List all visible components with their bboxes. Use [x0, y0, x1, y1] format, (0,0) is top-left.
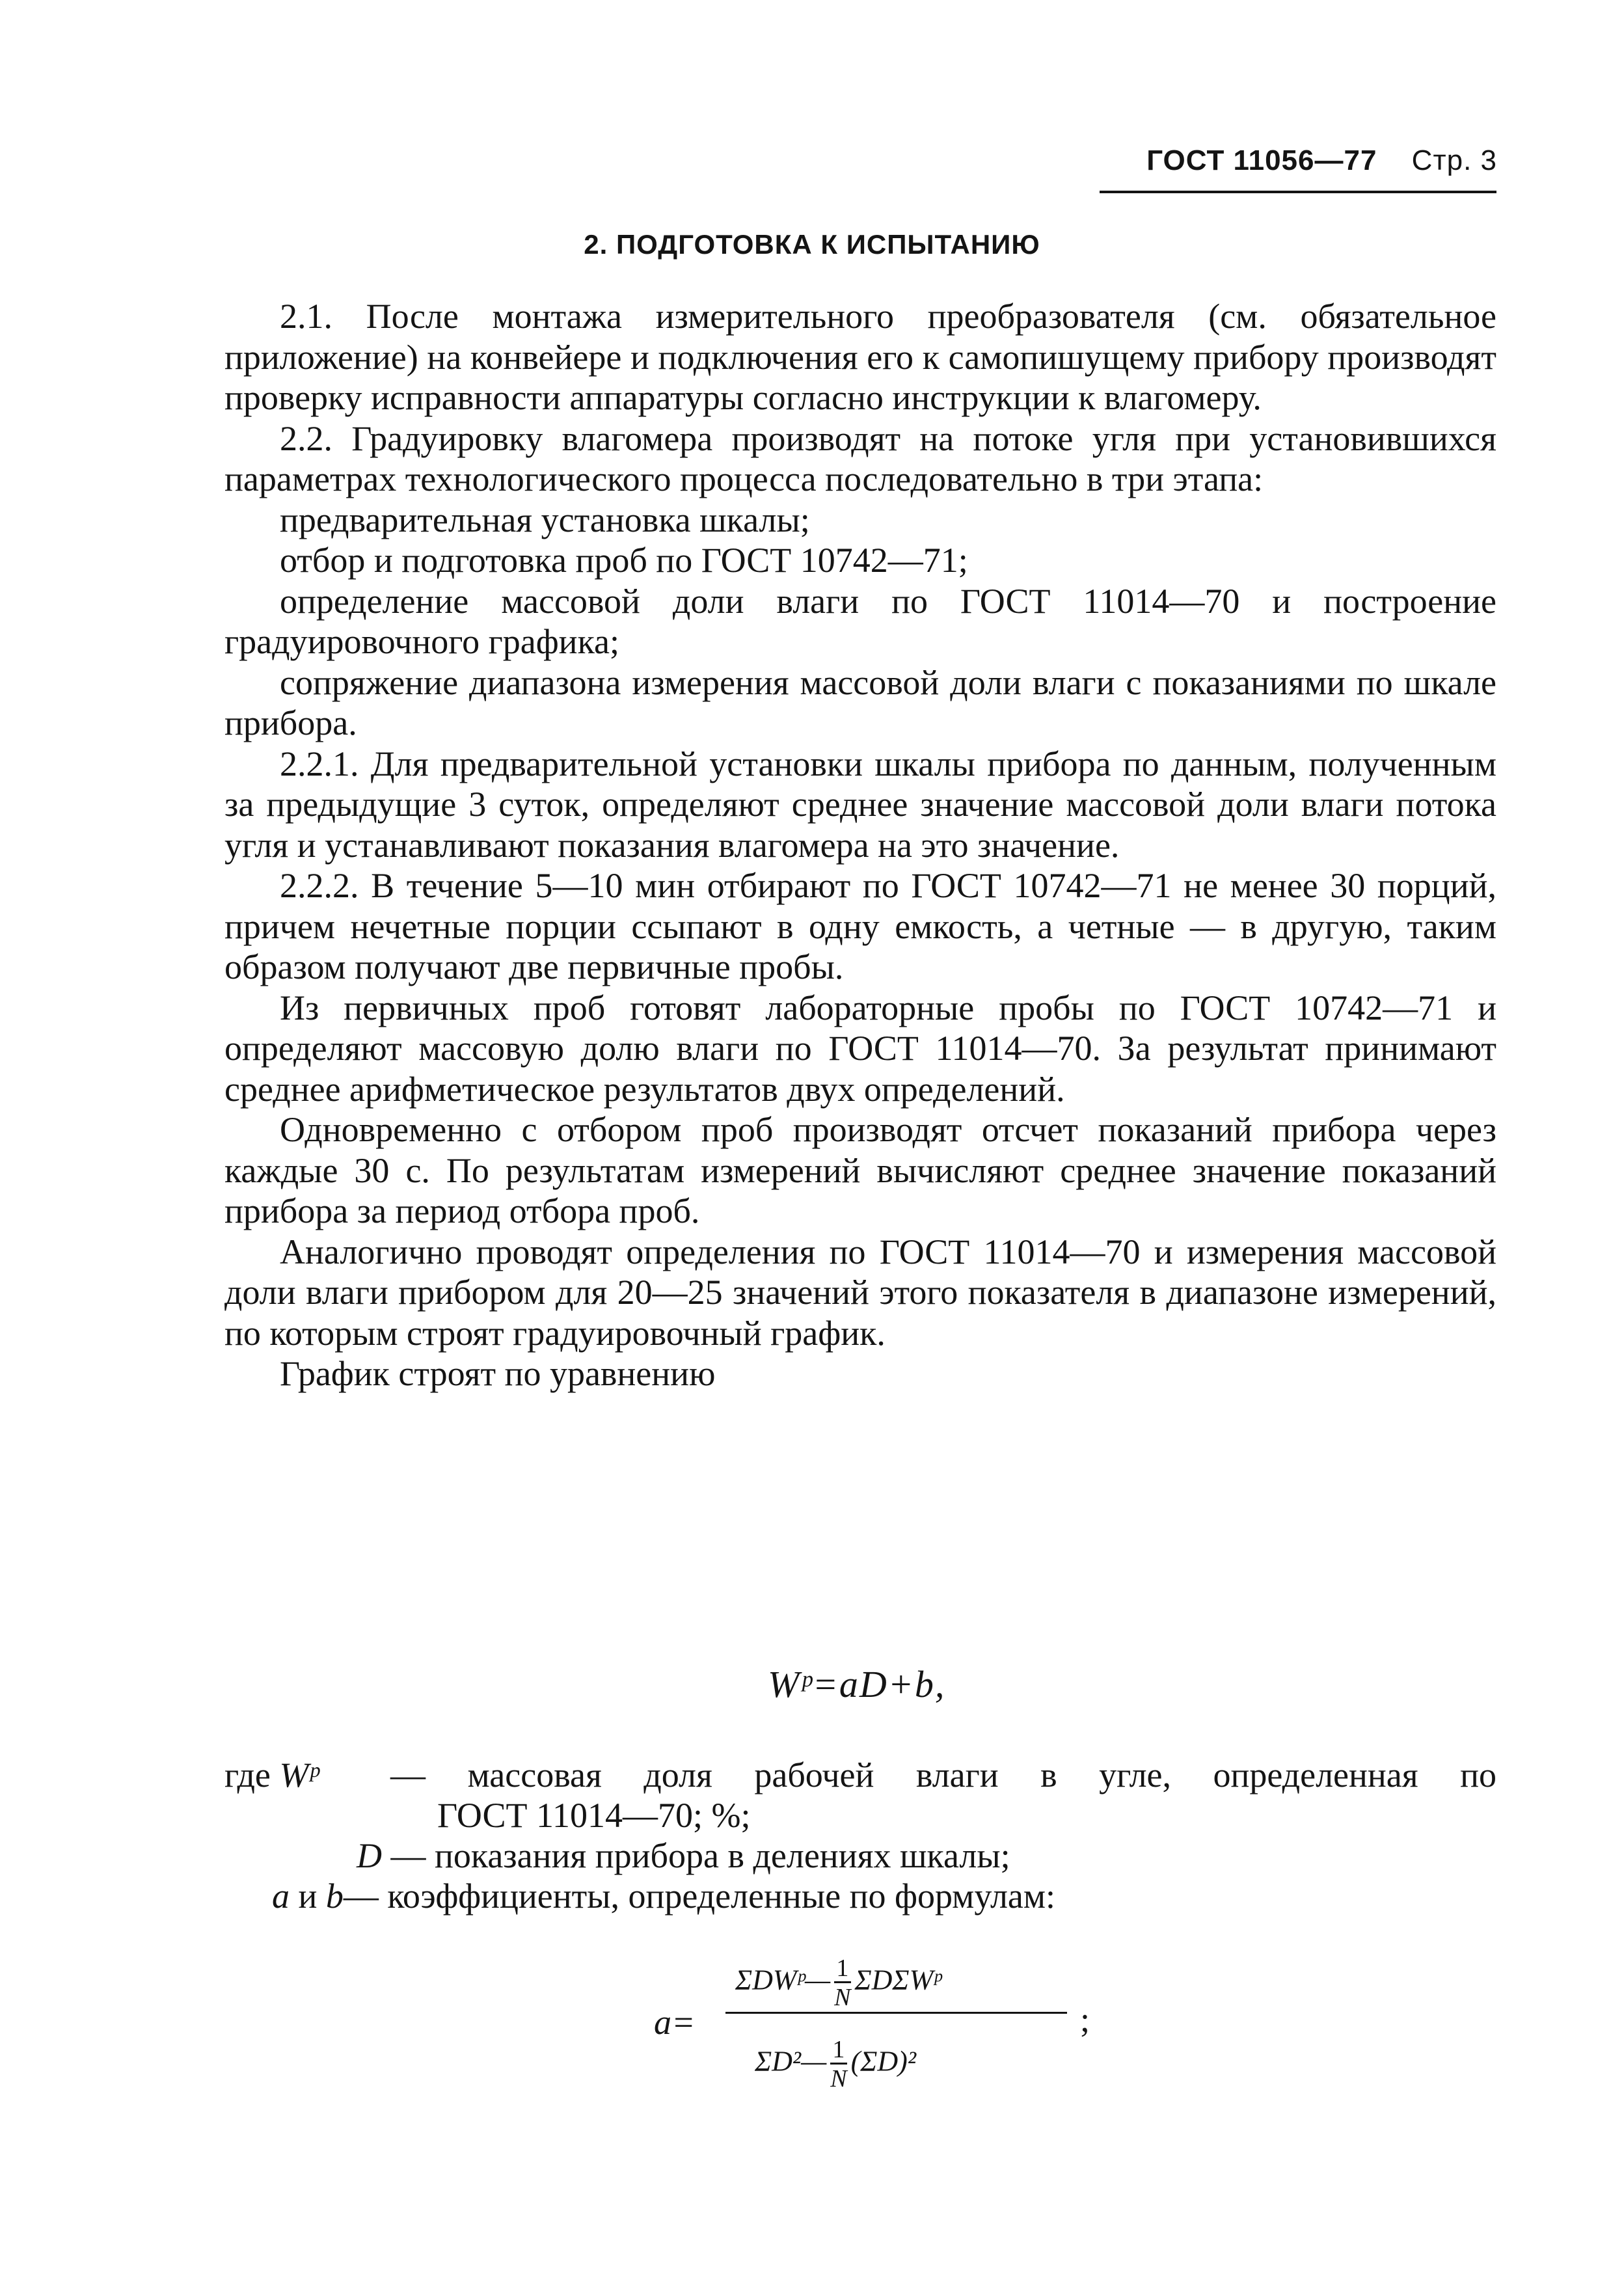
definition-prefix: где [224, 1755, 271, 1795]
denominator-left: ΣD²— [755, 2045, 827, 2078]
step-item: определение массовой доли влаги по ГОСТ 11014—70 и построение градуировочного графика; [224, 581, 1496, 661]
main-equation: Wᵖ=aD+b, [768, 1663, 946, 1705]
paragraph-2-2-2: 2.2.2. В течение 5—10 мин отбирают по ГОСТ 10742—71 не менее 30 порций, причем нечетные порции ссыпают в одну емкость, а четные — в другую, таким образом получают две первичные пробы. [224, 866, 1496, 986]
one-over-n [834, 1955, 850, 2011]
frac-top: 1 [836, 1955, 849, 1982]
frac-bottom: N [834, 1981, 850, 2011]
paragraph-2-2-1: 2.2.1. Для предварительной установки шкалы прибора по данным, полученным за предыдущие 3 суток, определяют среднее значение массовой доли влаги потока угля и устанавливают показания влагомера на это значение. [224, 744, 1496, 865]
symbol-a: a [272, 1876, 290, 1916]
numerator-right: ΣDΣWᵖ [854, 1964, 941, 1996]
paragraph-2-2: 2.2. Градуировку влагомера производят на потоке угля при установившихся параметрах технологического процесса последовательно в три этапа: [224, 418, 1496, 498]
step-item: предварительная установка шкалы; [280, 500, 810, 539]
step-item: сопряжение диапазона измерения массовой доли влаги с показаниями по шкале прибора. [224, 662, 1496, 742]
section-title: 2. ПОДГОТОВКА К ИСПЫТАНИЮ [584, 229, 1040, 260]
fraction-bar [725, 2012, 1067, 2014]
numerator-left: ΣDWᵖ— [735, 1964, 831, 1996]
page-number: Стр. 3 [1411, 144, 1497, 176]
body-text [224, 296, 1496, 1394]
step-item: отбор и подготовка проб по ГОСТ 10742—71; [280, 541, 968, 580]
definition-text: — коэффициенты, определенные по формулам: [343, 1876, 1056, 1916]
conjunction: и [298, 1876, 318, 1916]
frac-bottom: N [830, 2063, 846, 2092]
formula-end: ; [1080, 2000, 1090, 2039]
frac-top: 1 [832, 2036, 845, 2063]
paragraph: График строят по уравнению [280, 1354, 716, 1393]
symbol-d: D [357, 1836, 382, 1875]
one-over-n [830, 2037, 846, 2092]
definition-text: — показания прибора в делениях шкалы; [390, 1836, 1010, 1875]
definition-text: ГОСТ 11014—70; %; [437, 1796, 751, 1835]
formula-denominator [755, 2037, 916, 2092]
page-header [1146, 144, 1497, 177]
header-rule [1100, 191, 1496, 193]
formula-lhs: a= [654, 2003, 696, 2042]
paragraph: Из первичных проб готовят лабораторные пробы по ГОСТ 10742—71 и определяют массовую долю влаги по ГОСТ 11014—70. За результат принимают среднее арифметическое результатов двух определений. [224, 988, 1496, 1109]
standard-number: ГОСТ 11056—77 [1146, 144, 1377, 176]
definition-text: — массовая доля рабочей влаги в угле, определенная по [390, 1755, 1496, 1795]
denominator-right: (ΣD)² [850, 2045, 917, 2078]
symbol-w: Wᵖ [279, 1755, 319, 1795]
definition-line [357, 1835, 1010, 1876]
symbol-b: b [325, 1876, 344, 1916]
paragraph: Аналогично проводят определения по ГОСТ 11014—70 и измерения массовой доли влаги прибором для 20—25 значений этого показателя в диапазоне измерений, по которым строят градуировочный график. [224, 1232, 1496, 1353]
paragraph: Одновременно с отбором проб производят отсчет показаний прибора через каждые 30 с. По результатам измерений вычисляют среднее значение показаний прибора за период отбора проб. [224, 1110, 1496, 1230]
formula-numerator [735, 1955, 941, 2011]
paragraph-2-1: 2.1. После монтажа измерительного преобразователя (см. обязательное приложение) на конвейере и подключения его к самопишущему прибору производят проверку исправности аппаратуры согласно инструкции к влагомеру. [224, 297, 1496, 417]
definition-line [224, 1755, 319, 1795]
definition-line [272, 1876, 1055, 1916]
